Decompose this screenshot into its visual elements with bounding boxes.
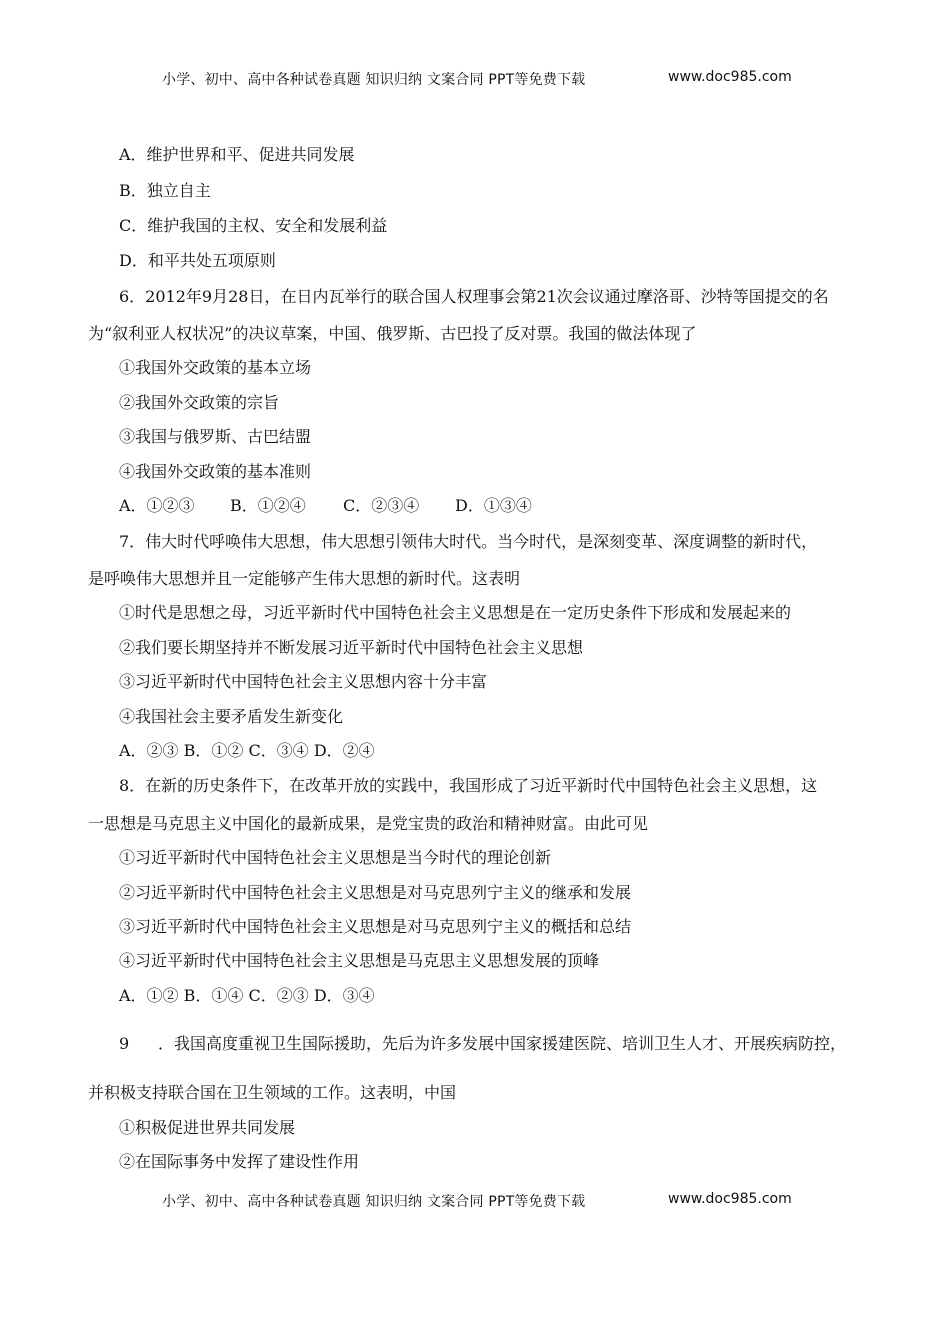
q9-stem-line1: ．我国高度重视卫生国际援助，先后为许多发展中国家援建医院、培训卫生人才、开展疾病防控， <box>158 1034 847 1053</box>
q6-item-3: ③我国与俄罗斯、古巴结盟 <box>119 427 312 446</box>
q9-number: 9 <box>119 1034 130 1053</box>
q7-item-2: ②我们要长期坚持并不断发展习近平新时代中国特色社会主义思想 <box>119 638 584 657</box>
q8-stem-line1: 8．在新的历史条件下，在改革开放的实践中，我国形成了习近平新时代中国特色社会主义思想，这 <box>119 776 818 795</box>
q9-stem-line2: 并积极支持联合国在卫生领域的工作。这表明，中国 <box>88 1083 457 1102</box>
q8-stem-line2: 一思想是马克思主义中国化的最新成果，是党宝贵的政治和精神财富。由此可见 <box>88 814 649 833</box>
q8-item-4: ④习近平新时代中国特色社会主义思想是马克思主义思想发展的顶峰 <box>119 951 600 970</box>
q5-option-a: A．维护世界和平、促进共同发展 <box>119 145 355 164</box>
q7-stem-line1: 7．伟大时代呼唤伟大思想，伟大思想引领伟大时代。当今时代，是深刻变革、深度调整的新时代， <box>119 532 818 551</box>
q7-item-3: ③习近平新时代中国特色社会主义思想内容十分丰富 <box>119 672 488 691</box>
q9-item-2: ②在国际事务中发挥了建设性作用 <box>119 1152 360 1171</box>
q8-item-3: ③习近平新时代中国特色社会主义思想是对马克思列宁主义的概括和总结 <box>119 917 632 936</box>
q6-choice-b: B．①②④ <box>230 496 306 515</box>
q6-choice-a: A．①②③ <box>119 496 195 515</box>
q7-item-4: ④我国社会主要矛盾发生新变化 <box>119 707 344 726</box>
q7-item-1: ①时代是思想之母，习近平新时代中国特色社会主义思想是在一定历史条件下形成和发展起来的 <box>119 603 792 622</box>
q5-option-d: D．和平共处五项原则 <box>119 251 276 270</box>
q6-item-1: ①我国外交政策的基本立场 <box>119 358 312 377</box>
q6-choice-c: C．②③④ <box>343 496 420 515</box>
q8-choices: A．①② B．①④ C．②③ D．③④ <box>119 986 375 1005</box>
footer-text: 小学、初中、高中各种试卷真题 知识归纳 文案合同 PPT等免费下载 <box>162 1194 586 1210</box>
q6-stem-line2: 为“叙利亚人权状况”的决议草案，中国、俄罗斯、古巴投了反对票。我国的做法体现了 <box>88 324 697 343</box>
q5-option-b: B．独立自主 <box>119 181 211 200</box>
q9-item-1: ①积极促进世界共同发展 <box>119 1118 296 1137</box>
q8-item-2: ②习近平新时代中国特色社会主义思想是对马克思列宁主义的继承和发展 <box>119 883 632 902</box>
q6-stem-line1: 6．2012年9月28日，在日内瓦举行的联合国人权理事会第21次会议通过摩洛哥、沙特等国提交的名 <box>119 287 829 306</box>
q8-item-1: ①习近平新时代中国特色社会主义思想是当今时代的理论创新 <box>119 848 552 867</box>
q6-item-2: ②我国外交政策的宗旨 <box>119 393 280 412</box>
q6-item-4: ④我国外交政策的基本准则 <box>119 462 312 481</box>
q5-option-c: C．维护我国的主权、安全和发展利益 <box>119 216 388 235</box>
header-url[interactable]: www.doc985.com <box>668 69 792 85</box>
q7-stem-line2: 是呼唤伟大思想并且一定能够产生伟大思想的新时代。这表明 <box>88 569 521 588</box>
header-text: 小学、初中、高中各种试卷真题 知识归纳 文案合同 PPT等免费下载 <box>162 72 586 88</box>
q6-choice-d: D．①③④ <box>455 496 532 515</box>
footer-url[interactable]: www.doc985.com <box>668 1191 792 1207</box>
q7-choices: A．②③ B．①② C．③④ D．②④ <box>119 741 375 760</box>
